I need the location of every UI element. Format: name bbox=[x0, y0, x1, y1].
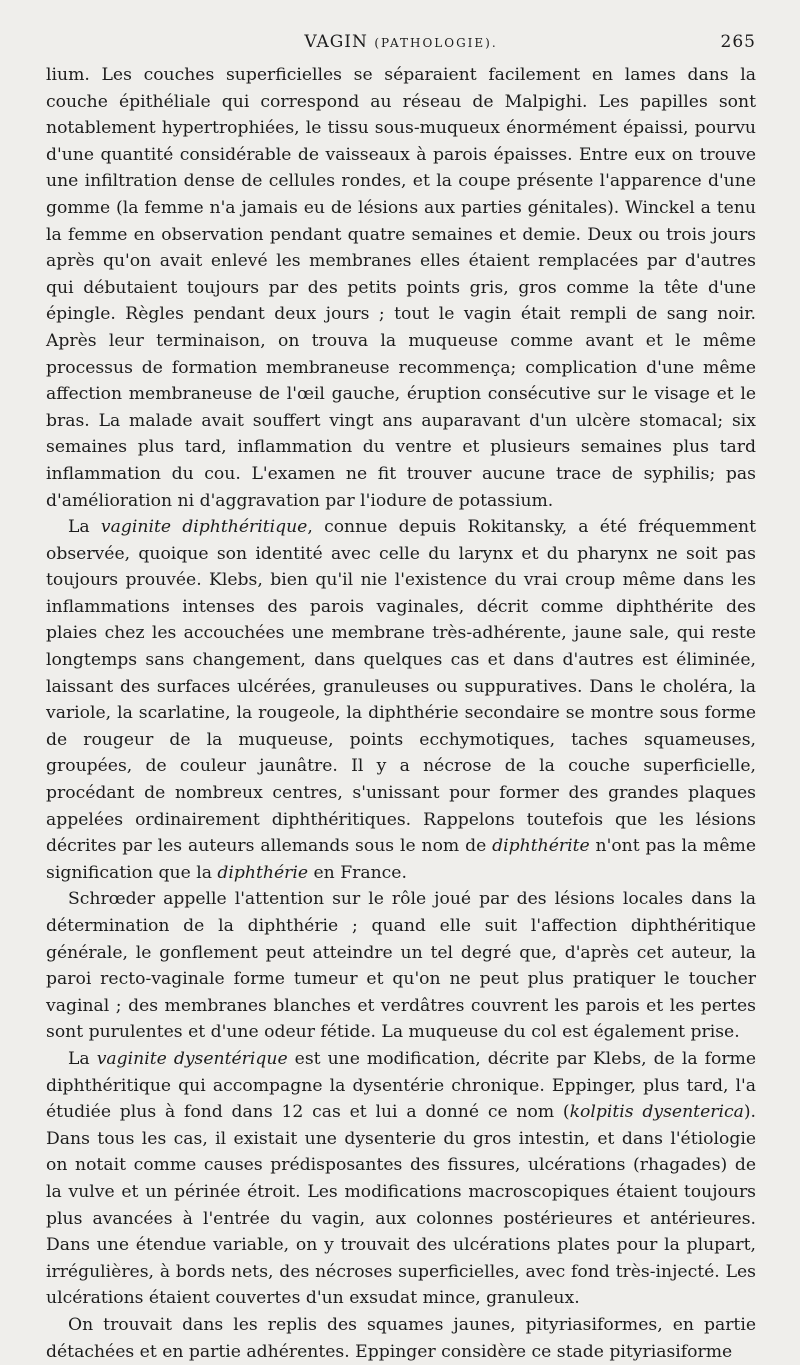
italic-term: vaginite dysentérique bbox=[96, 1048, 288, 1069]
page-number: 265 bbox=[720, 32, 756, 52]
italic-term: kolpitis dysenterica bbox=[569, 1102, 744, 1123]
header-subtitle: (PATHOLOGIE). bbox=[374, 36, 498, 50]
text-run: La bbox=[68, 1048, 97, 1069]
italic-term: vaginite diphthéritique bbox=[100, 517, 308, 538]
running-title bbox=[46, 32, 756, 52]
page-header bbox=[46, 28, 756, 58]
text-run: est une modification, décrite par Klebs, de la forme diphthéritique qui accompagne la dysentérie chronique. Eppinger, plus tard, l'a étudiée plus à fond dans 12 cas et lui a donné ce nom ( bbox=[46, 1048, 756, 1123]
text-run: en France. bbox=[308, 862, 407, 883]
header-title: VAGIN bbox=[304, 32, 368, 52]
text-run: La bbox=[68, 517, 101, 538]
paragraph bbox=[46, 514, 756, 886]
paragraph bbox=[46, 1312, 756, 1365]
paragraph bbox=[46, 62, 756, 514]
italic-term: diphthérite bbox=[492, 836, 590, 857]
text-run: n'ont pas la même signification que la bbox=[46, 836, 756, 883]
body-text bbox=[46, 62, 756, 1365]
text-run: On trouvait dans les replis des squames jaunes, pityriasiformes, en partie détachées et en partie adhérentes. Eppinger considère ce stade pityriasiforme bbox=[46, 1314, 756, 1362]
text-run: Schrœder appelle l'attention sur le rôle joué par des lésions locales dans la détermination de la diphthérie ; quand elle suit l'affection diphthéritique générale, le gonflement peut atteindre un tel degré que, d'après cet auteur, la paroi recto-vaginale forme tumeur et qu'on ne peut plus pratiquer le toucher vaginal ; des membranes blanches et verdâtres couvrent les parois et les pertes sont purulentes et d'une odeur fétide. La muqueuse du col est également prise. bbox=[46, 889, 756, 1043]
text-run: , connue depuis Rokitansky, a été fréquemment observée, quoique son identité avec celle du larynx et du pharynx ne soit pas toujours prouvée. Klebs, bien qu'il nie l'existence du vrai croup même dans les inflammations intenses des parois vaginales, décrit comme diphthérite des plaies chez les accouchées une membrane très-adhérente, jaune sale, qui reste longtemps sans changement, dans quelques cas et dans d'autres est éliminée, laissant des surfaces ulcérées, granuleuses ou suppuratives. Dans le choléra, la variole, la scarlatine, la rougeole, la diphthérie secondaire se montre sous forme de rougeur de la muqueuse, points ecchymotiques, taches squameuses, groupées, de couleur jaunâtre. Il y a nécrose de la couche superficielle, procédant de nombreux centres, s'unissant pour former des grandes plaques appelées ordinairement diphthéritiques. Rappelons toutefois que les lésions décrites par les auteurs allemands sous le nom de bbox=[46, 517, 757, 857]
paragraph bbox=[46, 1046, 756, 1312]
text-run: ). Dans tous les cas, il existait une dysenterie du gros intestin, et dans l'étiologie on notait comme causes prédisposantes des fissures, ulcérations (rhagades) de la vulve et un périnée étroit. Les modifications macroscopiques étaient toujours plus avancées à l'entrée du vagin, aux colonnes postérieures et antérieures. Dans une étendue variable, on y trouvait des ulcérations plates pour la plupart, irrégulières, à bords nets, des nécroses superficielles, avec fond très-injecté. Les ulcérations étaient couvertes d'un exsudat mince, granuleux. bbox=[46, 1102, 757, 1309]
text-run: lium. Les couches superficielles se séparaient facilement en lames dans la couche épithéliale qui correspond au réseau de Malpighi. Les papilles sont notablement hypertrophiées, le tissu sous-muqueux énormément épaissi, pourvu d'une quantité considérable de vaisseaux à parois épaisses. Entre eux on trouve une infiltration dense de cellules rondes, et la coupe présente l'apparence d'une gomme (la femme n'a jamais eu de lésions aux parties génitales). Winckel a tenu la femme en observation pendant quatre semaines et demie. Deux ou trois jours après qu'on avait enlevé les membranes elles étaient remplacées par d'autres qui débutaient toujours par des petits points gris, gros comme la tête d'une épingle. Règles pendant deux jours ; tout le vagin était rempli de sang noir. Après leur terminaison, on trouva la muqueuse comme avant et le même processus de formation membraneuse recommença; complication d'une même affection membraneuse de l'œil gauche, éruption consécutive sur le visage et le bras. La malade avait souffert vingt ans auparavant d'un ulcère stomacal; six semaines plus tard, inflammation du ventre et plusieurs semaines plus tard inflammation du cou. L'examen ne fit trouver aucune trace de syphilis; pas d'amélioration ni d'aggravation par l'iodure de potassium. bbox=[46, 65, 756, 511]
paragraph bbox=[46, 886, 756, 1046]
italic-term: diphthérie bbox=[217, 862, 309, 883]
